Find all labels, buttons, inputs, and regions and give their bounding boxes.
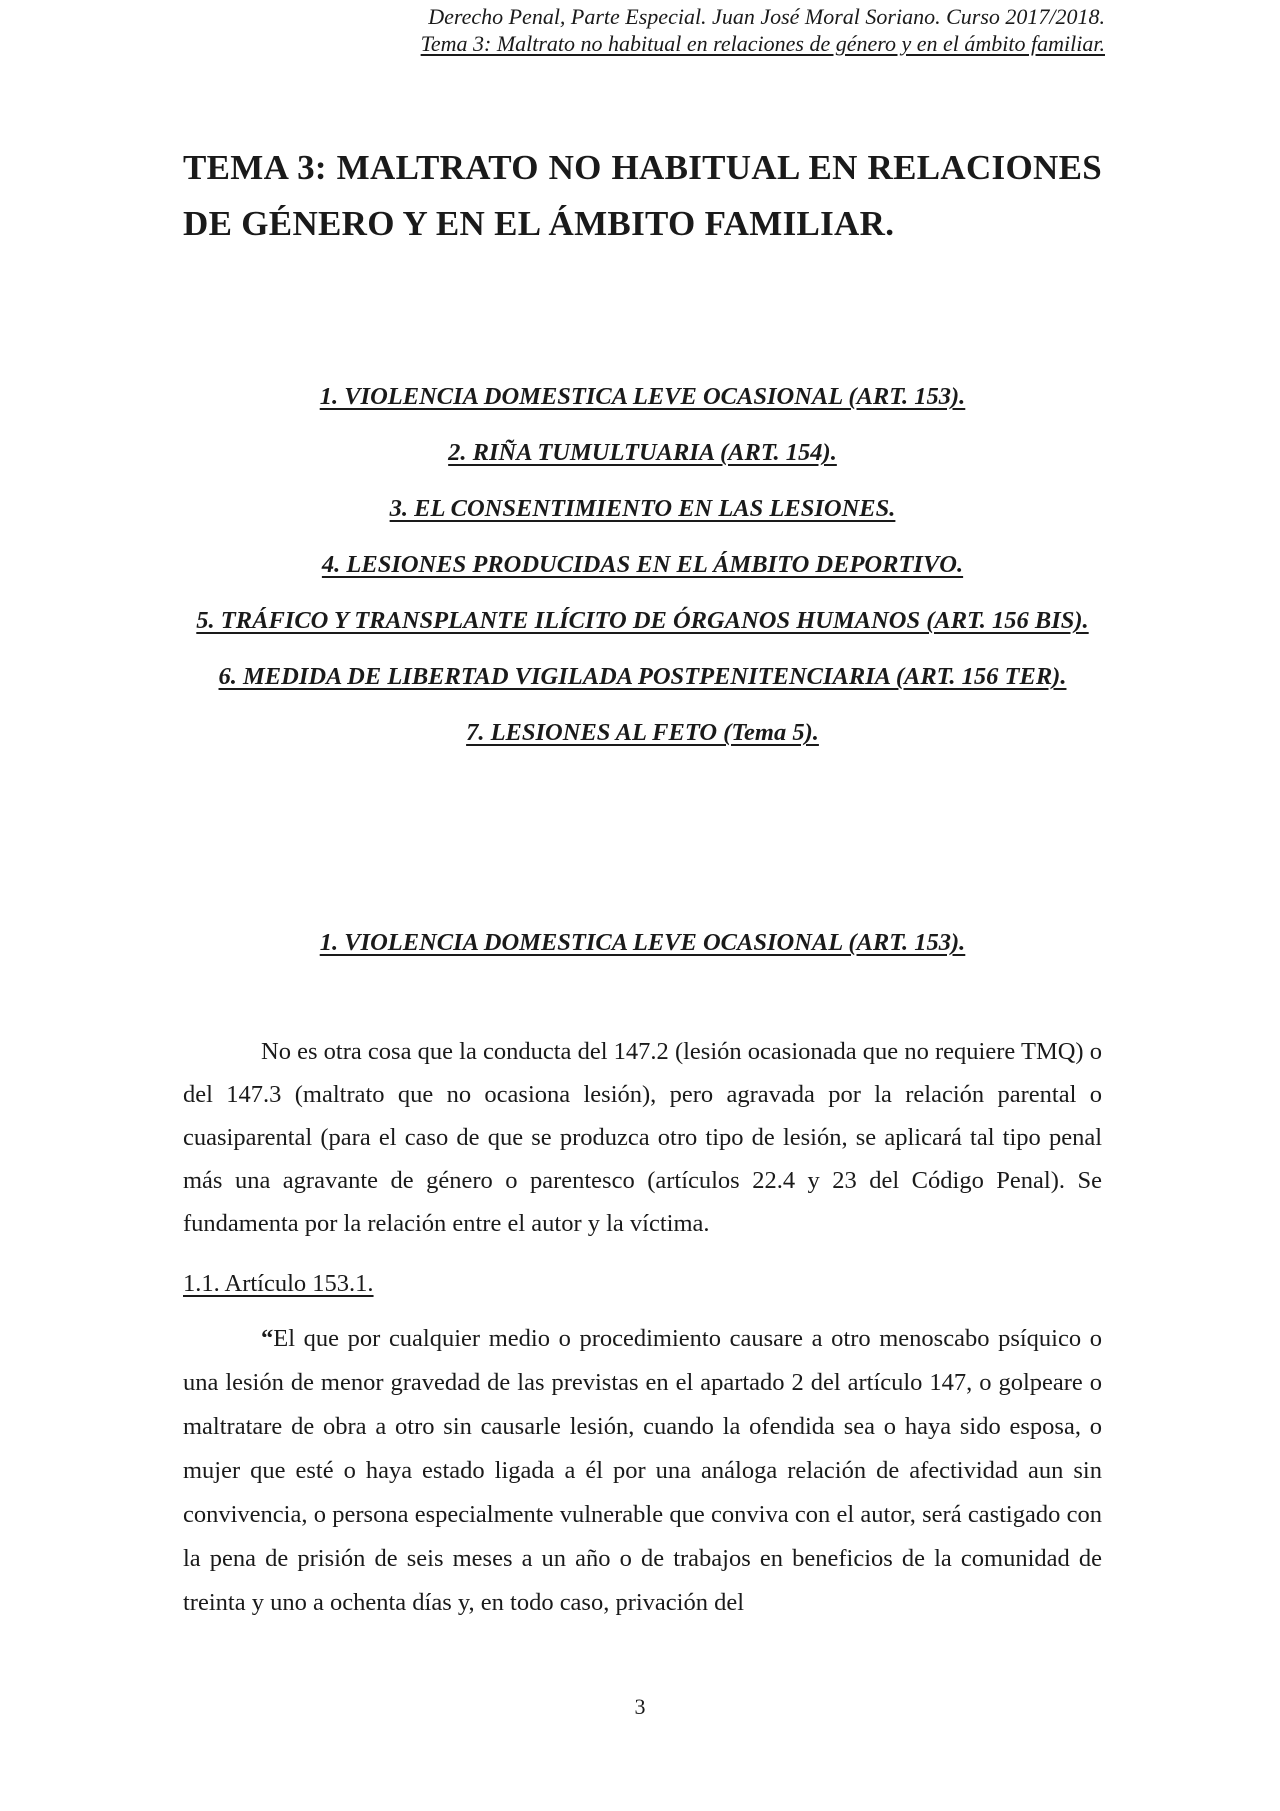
toc-item-3	[183, 488, 1102, 529]
header-topic-line: Tema 3: Maltrato no habitual en relaciones de género y en el ámbito familiar.	[420, 31, 1105, 56]
toc-item-4	[183, 544, 1102, 585]
page-number: 3	[634, 1694, 646, 1719]
article-153-1-quote	[183, 1317, 1102, 1625]
article-153-1-subheading-text: 1.1. Artículo 153.1.	[183, 1270, 374, 1297]
section-1-heading-text: 1. VIOLENCIA DOMESTICA LEVE OCASIONAL (ART. 153).	[319, 929, 966, 956]
toc-item-2	[183, 432, 1102, 473]
toc-item-7-text: 7. LESIONES AL FETO (Tema 5).	[466, 719, 819, 746]
toc-item-6	[183, 656, 1102, 697]
toc-item-3-text: 3. EL CONSENTIMIENTO EN LAS LESIONES.	[389, 495, 896, 522]
toc-item-6-text: 6. MEDIDA DE LIBERTAD VIGILADA POSTPENITENCIARIA (ART. 156 TER).	[218, 663, 1067, 690]
page-title: TEMA 3: MALTRATO NO HABITUAL EN RELACIONES DE GÉNERO Y EN EL ÁMBITO FAMILIAR.	[183, 148, 1102, 243]
opening-quote-mark: “	[261, 1325, 274, 1352]
toc-item-1	[183, 376, 1102, 417]
toc-item-5-text: 5. TRÁFICO Y TRANSPLANTE ILÍCITO DE ÓRGANOS HUMANOS (ART. 156 BIS).	[196, 607, 1089, 634]
article-153-1-subheading	[183, 1262, 374, 1305]
toc-item-7	[183, 712, 1102, 753]
toc-item-2-text: 2. RIÑA TUMULTUARIA (ART. 154).	[448, 439, 837, 466]
article-153-1-quote-text: El que por cualquier medio o procedimiento causare a otro menoscabo psíquico o una lesión de menor gravedad de las previstas en el apartado 2 del artículo 147, o golpeare o maltratare de obra a otro sin causarle lesión, cuando la ofendida sea o haya sido esposa, o mujer que esté o haya estado ligada a él por una análoga relación de afectividad aun sin convivencia, o persona especialmente vulnerable que conviva con el autor, será castigado con la pena de prisión de seis meses a un año o de trabajos en beneficios de la comunidad de treinta y uno a ochenta días y, en todo caso, privación del	[183, 1325, 1102, 1616]
section-1-paragraph: No es otra cosa que la conducta del 147.2 (lesión ocasionada que no requiere TMQ) o del 147.3 (maltrato que no ocasiona lesión), pero agravada por la relación parental o cuasiparental (para el caso de que se produzca otro tipo de lesión, se aplicará tal tipo penal más una agravante de género o parentesco (artículos 22.4 y 23 del Código Penal). Se fundamenta por la relación entre el autor y la víctima.	[183, 1038, 1102, 1237]
toc-item-5	[183, 600, 1102, 641]
table-of-contents	[183, 376, 1102, 768]
toc-item-4-text: 4. LESIONES PRODUCIDAS EN EL ÁMBITO DEPORTIVO.	[321, 551, 964, 578]
section-1-heading	[183, 922, 1102, 963]
running-header	[421, 3, 1105, 57]
toc-item-1-text: 1. VIOLENCIA DOMESTICA LEVE OCASIONAL (ART. 153).	[319, 383, 966, 410]
header-course-line: Derecho Penal, Parte Especial. Juan José Moral Soriano. Curso 2017/2018.	[428, 4, 1105, 29]
